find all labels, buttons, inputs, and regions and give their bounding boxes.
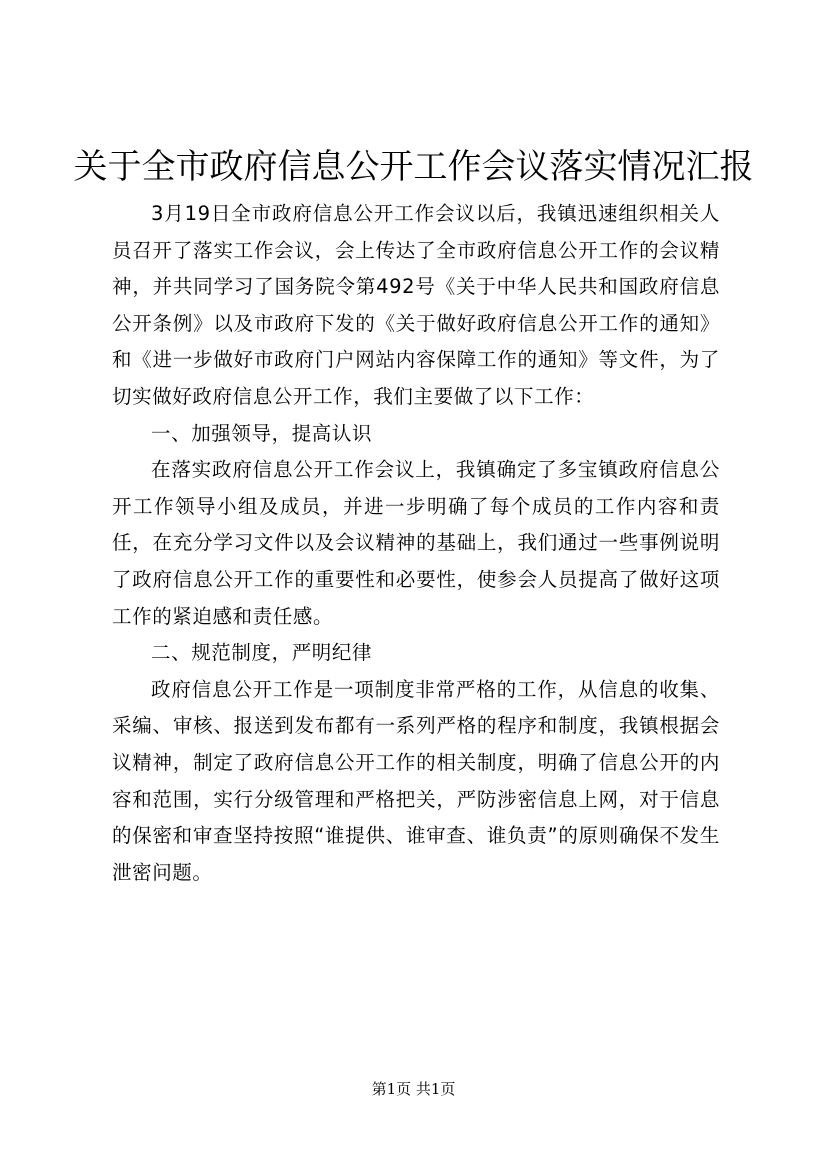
section-2-paragraph: 政府信息公开工作是一项制度非常严格的工作，从信息的收集、采编、审核、报送到发布都有一系列严格的程序和制度，我镇根据会议精神，制定了政府信息公开工作的相关制度，明确了信息公开的内容和范围，实行分级管理和严格把关，严防涉密信息上网，对于信息的保密和审查坚持按照“谁提供、谁审查、谁负责”的原则确保不发生泄密问题。 <box>112 677 720 884</box>
document-body <box>112 196 720 891</box>
page-number-footer: 第1页 共1页 <box>371 1080 456 1098</box>
document-title: 关于全市政府信息公开工作会议落实情况汇报 <box>73 147 754 187</box>
section-heading-1: 一、加强领导，提高认识 <box>151 421 373 445</box>
intro-paragraph: 3月19日全市政府信息公开工作会议以后，我镇迅速组织相关人员召开了落实工作会议，会上传达了全市政府信息公开工作的会议精神，并共同学习了国务院令第492号《关于中华人民共和国政府信息公开条例》以及市政府下发的《关于做好政府信息公开工作的通知》和《进一步做好市政府门户网站内容保障工作的通知》等文件，为了切实做好政府信息公开工作，我们主要做了以下工作： <box>112 202 720 408</box>
section-1-paragraph: 在落实政府信息公开工作会议上，我镇确定了多宝镇政府信息公开工作领导小组及成员，并进一步明确了每个成员的工作内容和责任，在充分学习文件以及会议精神的基础上，我们通过一些事例说明了政府信息公开工作的重要性和必要性，使参会人员提高了做好这项工作的紧迫感和责任感。 <box>112 458 720 628</box>
section-heading-2: 二、规范制度，严明纪律 <box>151 641 373 665</box>
